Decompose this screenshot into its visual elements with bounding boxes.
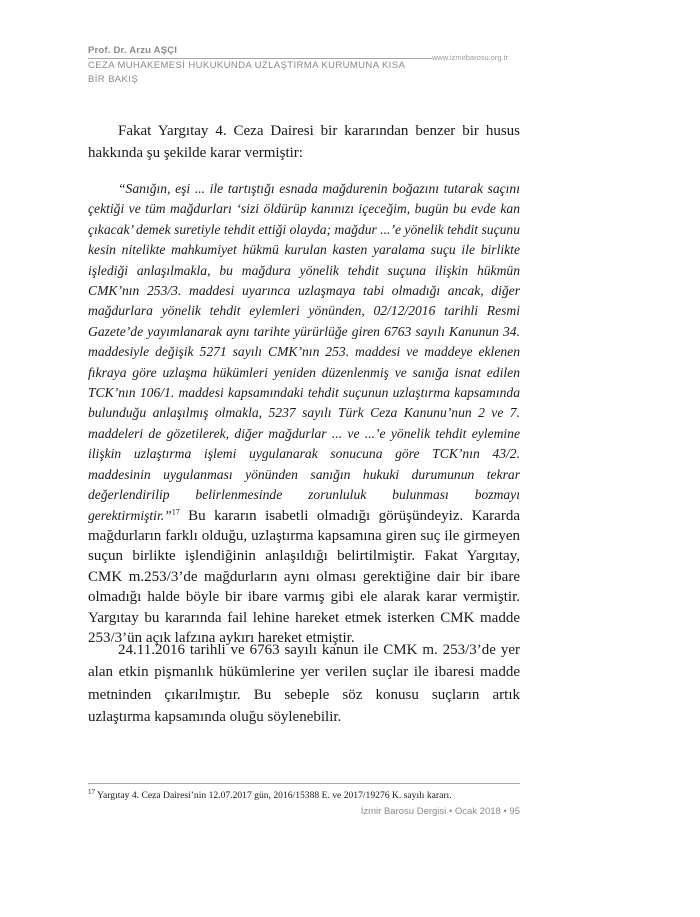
page-footer: İzmir Barosu Dergisi • Ocak 2018 • 95 (360, 806, 520, 817)
quote-text: “Sanığın, eşi ... ile tartıştığı esnada mağdurenin boğazını tutarak saçını çektiği ve tüm mağdurları ‘sizi öldürüp kanınızı içeceğim, bugün bu evde kan çıkacak’ demek suretiyle tehdit ettiği olayda; mağdur ...’e yönelik tehdit suçunu kesin nitelikte mahkumiyet hükmü kurulan kasten yaralama suçu ile birlikte işlediği anlaşılmakla, bu mağdura yönelik tehdit suçuna ilişkin hükmün CMK’nın 253/3. maddesi uyarınca uzlaşmaya tabi olmadığı ancak, diğer mağdurlara yönelik tehdit eylemleri yönünden, 02/12/2016 tarihli Resmi Gazete’de yayımlanarak aynı tarihte yürürlüğe giren 6763 sayılı Kanunun 34. maddesiyle değişik 5271 sayılı CMK’nın 253. maddesi ve maddeye eklenen fıkraya göre uzlaşma hükümleri yeniden düzenlenmiş ve sanığa isnat edilen TCK’nın 106/1. maddesi kapsamındaki tehdit suçunun uzlaştırma kapsamında bulunduğu anlaşılmış olmakla, 5237 sayılı Türk Ceza Kanunu’nun 2 ve 7. maddeleri de gözetilerek, diğer mağdurlar ... ve ...’e yönelik tehdit eylemine ilişkin uzlaştırma işlemi uygulanarak sonucuna göre TCK’nın 43/2. maddesinin uygulanması yönünden sanığın hukuki durumunun tekrar değerlendirilip belirlenmesinde zorunluluk bulunması bozmayı gerektirmiştir.” (88, 181, 520, 523)
footnote-rule (88, 783, 520, 784)
header-url: www.izmirbarosu.org.tr (432, 53, 509, 62)
footnote-text: Yargıtay 4. Ceza Dairesi’nin 12.07.2017 gün, 2016/15388 E. ve 2017/19276 K. sayılı kararı. (95, 790, 452, 802)
header-author: Prof. Dr. Arzu AŞÇI (88, 45, 178, 56)
quote-commentary: Bu kararın isabetli olmadığı görüşündeyiz. Kararda mağdurların farklı olduğu, uzlaştırma kapsamına giren suç ile girmeyen suçun birlikte işlendiğinin anlaşıldığı belirtilmiştir. Fakat Yargıtay, CMK m.253/3’de mağdurların aynı olması gerektiğine dair bir ibare olmadığı halde böyle bir ibare varmış gibi ele alarak karar vermiştir. Yargıtay bu kararında fail lehine hareket etmek isterken CMK madde 253/3’ün açık lafzına aykırı hareket etmiştir. (88, 507, 520, 646)
footnote (88, 786, 520, 802)
quote-block (88, 179, 520, 648)
paragraph-1: Fakat Yargıtay 4. Ceza Dairesi bir kararından benzer bir husus hakkında şu şekilde karar vermiştir: (88, 123, 520, 162)
paragraph-2: 24.11.2016 tarihli ve 6763 sayılı kanun ile CMK m. 253/3’de yer alan etkin pişmanlık hükümlerine yer verilen suçlar ile ibaresi madde metninden çıkarılmıştır. Bu sebeple söz konusu suçların artık uzlaştırma kapsamında oluğu söylenebilir. (88, 642, 520, 726)
header-title: CEZA MUHAKEMESİ HUKUKUNDA UZLAŞTIRMA KURUMUNA KISA BİR BAKIŞ (88, 60, 405, 85)
footnote-number: 17 (88, 788, 95, 796)
footnote-reference: 17 (171, 506, 180, 516)
